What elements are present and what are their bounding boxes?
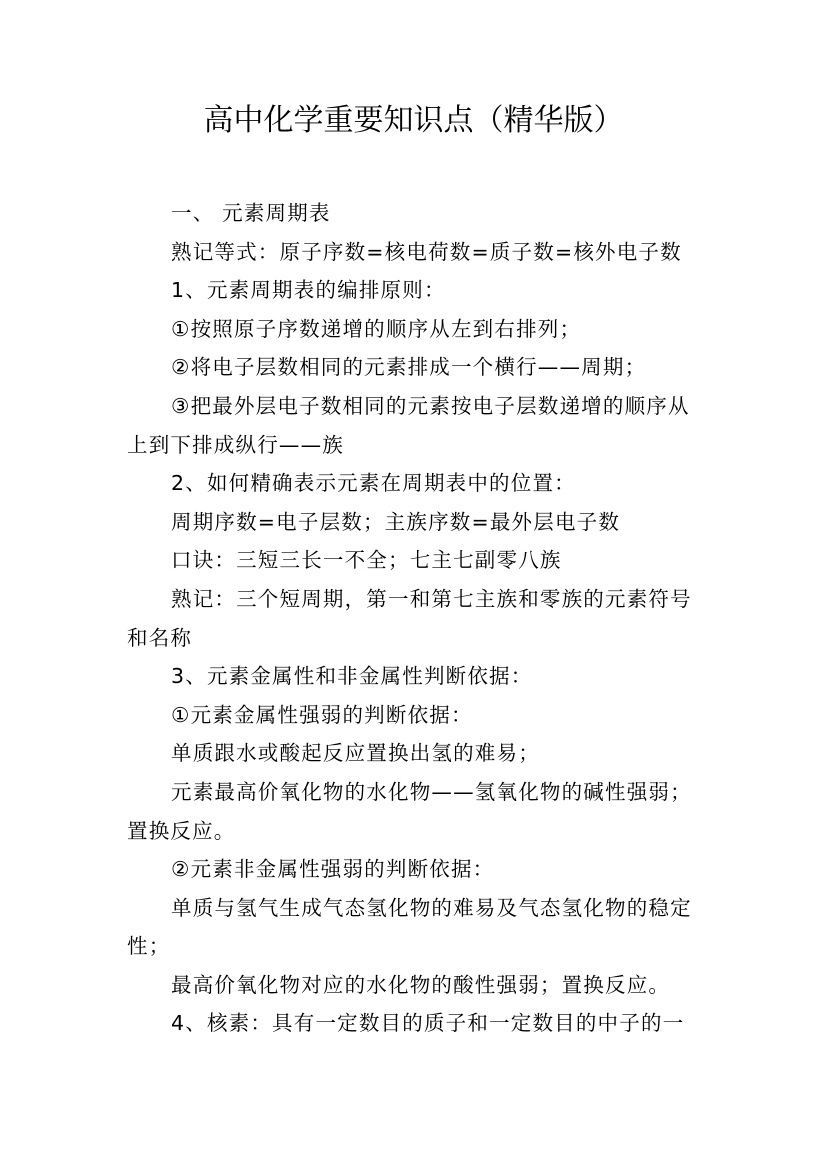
page-title: 高中化学重要知识点（精华版） xyxy=(203,103,624,138)
paragraph: 单质与氢气生成气态氢化物的难易及气态氢化物的稳定性； xyxy=(127,895,692,959)
paragraph: ②将电子层数相同的元素排成一个横行——周期； xyxy=(171,355,647,380)
paragraph: ①按照原子序数递增的顺序从左到右排列； xyxy=(171,316,582,341)
paragraph-section-heading: 一、 元素周期表 xyxy=(171,201,331,225)
paragraph: 1、元素周期表的编排原则： xyxy=(171,278,446,303)
paragraph: 熟记等式：原子序数=核电荷数=质子数=核外电子数 xyxy=(171,239,682,264)
document-body xyxy=(127,194,707,1043)
paragraph: 最高价氧化物对应的水化物的酸性强弱；置换反应。 xyxy=(171,972,671,997)
paragraph: 熟记：三个短周期，第一和第七主族和零族的元素符号和名称 xyxy=(127,586,692,650)
paragraph: ①元素金属性强弱的判断依据： xyxy=(171,702,473,727)
paragraph: 单质跟水或酸起反应置换出氢的难易； xyxy=(171,741,540,766)
paragraph: 元素最高价氧化物的水化物——氢氧化物的碱性强弱；置换反应。 xyxy=(127,779,692,843)
paragraph: 3、元素金属性和非金属性判断依据： xyxy=(171,664,533,689)
paragraph: 口诀：三短三长一不全；七主七副零八族 xyxy=(171,548,562,573)
paragraph: 周期序数=电子层数；主族序数=最外层电子数 xyxy=(171,509,621,534)
paragraph: ③把最外层电子数相同的元素按电子层数递增的顺序从上到下排成纵行——族 xyxy=(127,393,690,457)
paragraph: 4、核素：具有一定数目的质子和一定数目的中子的一 xyxy=(171,1011,685,1036)
paragraph: 2、如何精确表示元素在周期表中的位置： xyxy=(171,471,576,496)
paragraph: ②元素非金属性强弱的判断依据： xyxy=(171,857,495,882)
